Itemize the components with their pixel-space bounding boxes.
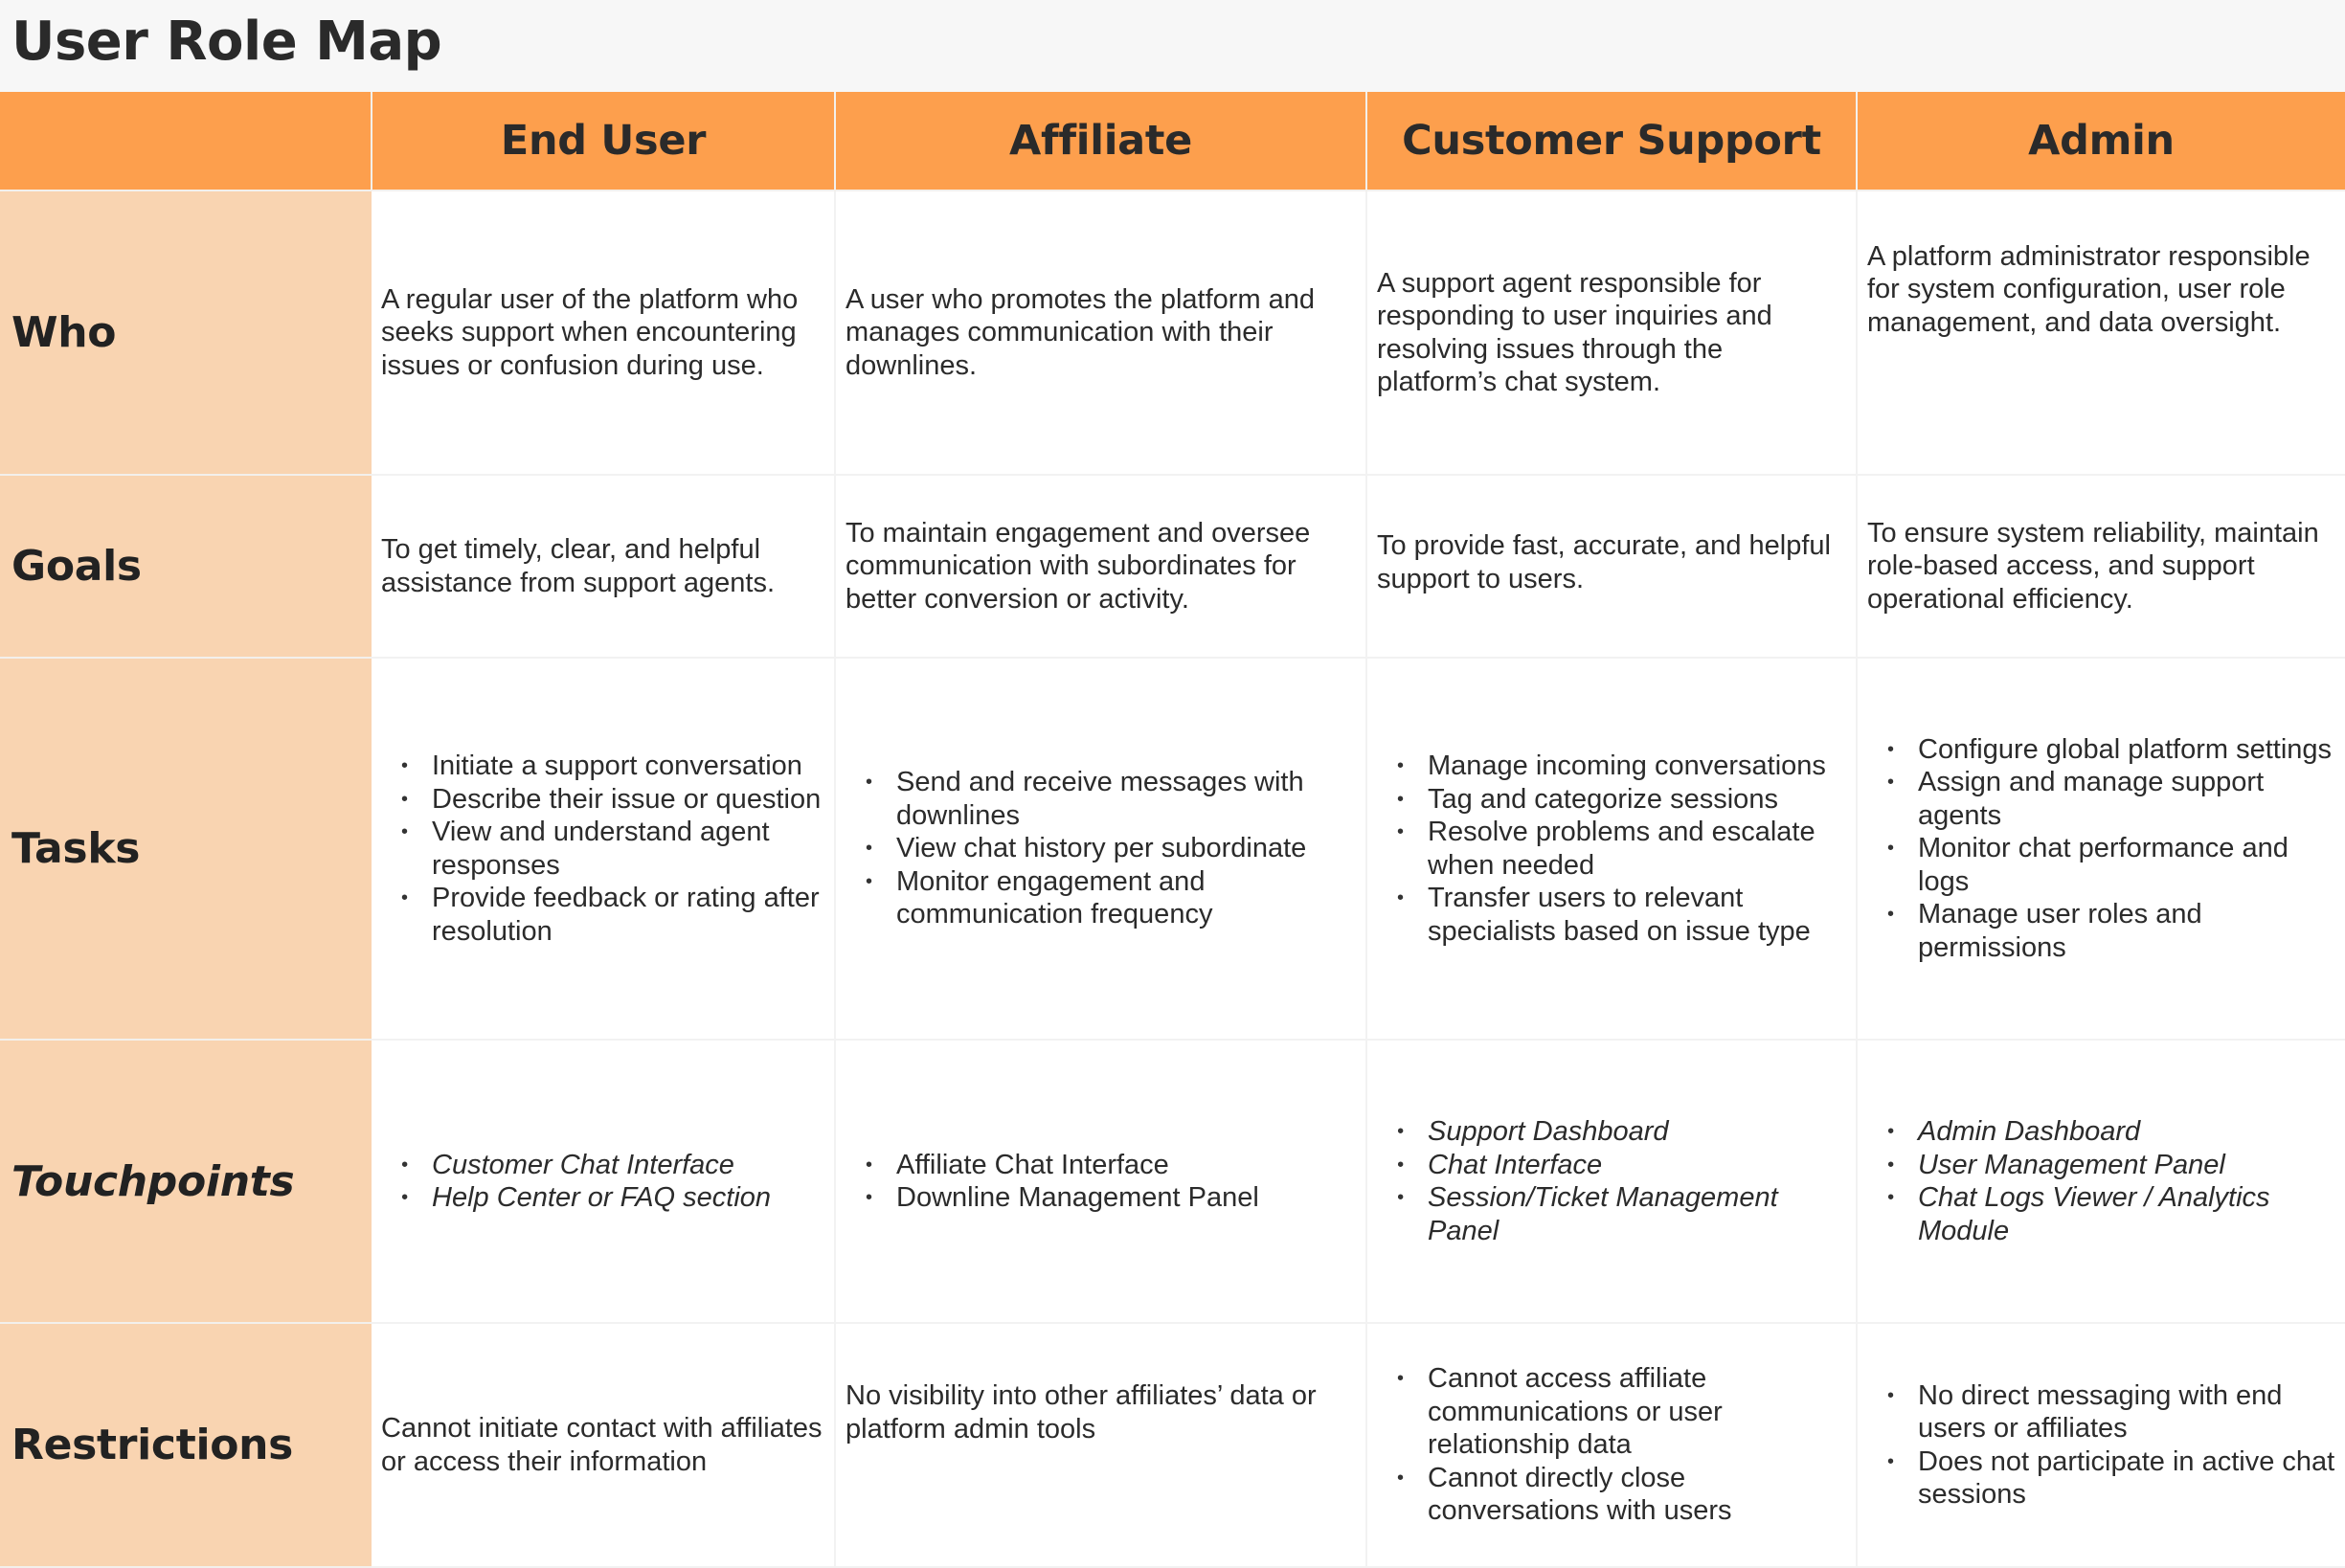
list-item: • Cannot directly close conversations with users xyxy=(1428,1462,1846,1528)
cell-touchpoints-customer-support xyxy=(1366,1040,1857,1323)
bullet-list xyxy=(1867,1115,2335,1247)
cell-text: A platform administrator responsible for system configuration, user role management, and data oversight. xyxy=(1867,240,2311,338)
cell-touchpoints-affiliate xyxy=(835,1040,1366,1323)
cell-text: Cannot initiate contact with affiliates or access their information xyxy=(381,1413,823,1477)
cell-restrictions-customer-support xyxy=(1366,1323,1857,1567)
list-item: • User Management Panel xyxy=(1918,1149,2335,1182)
bullet-list xyxy=(846,766,1356,931)
cell-who-end-user xyxy=(372,190,835,475)
row-restrictions xyxy=(0,1323,2345,1567)
list-item: • Admin Dashboard xyxy=(1918,1115,2335,1149)
list-item: • Help Center or FAQ section xyxy=(432,1181,824,1215)
cell-restrictions-admin xyxy=(1857,1323,2345,1567)
row-label-goals: Goals xyxy=(0,475,372,658)
row-who xyxy=(0,190,2345,475)
cell-who-affiliate xyxy=(835,190,1366,475)
cell-touchpoints-admin xyxy=(1857,1040,2345,1323)
cell-restrictions-affiliate xyxy=(835,1323,1366,1567)
cell-text: A regular user of the platform who seeks support when encountering issues or confusion during use. xyxy=(381,283,799,381)
cell-tasks-affiliate xyxy=(835,658,1366,1040)
cell-text: No visibility into other affiliates’ data or platform admin tools xyxy=(846,1380,1317,1445)
row-goals xyxy=(0,475,2345,658)
cell-text: A user who promotes the platform and manages communication with their downlines. xyxy=(846,283,1316,381)
list-item: • Monitor chat performance and logs xyxy=(1918,832,2335,898)
column-header-customer-support: Customer Support xyxy=(1366,92,1857,190)
list-item: • Provide feedback or rating after resolution xyxy=(432,882,824,948)
cell-goals-admin xyxy=(1857,475,2345,658)
list-item: • Send and receive messages with downlines xyxy=(896,766,1356,832)
cell-text: To ensure system reliability, maintain role-based access, and support operational efficiency. xyxy=(1867,517,2319,615)
list-item: • Configure global platform settings xyxy=(1918,733,2335,767)
cell-text: A support agent responsible for responding to user inquiries and resolving issues through the platform’s chat system. xyxy=(1377,267,1772,397)
cell-tasks-admin xyxy=(1857,658,2345,1040)
row-touchpoints xyxy=(0,1040,2345,1323)
column-header-admin: Admin xyxy=(1857,92,2345,190)
list-item: • Does not participate in active chat sessions xyxy=(1918,1445,2335,1512)
list-item: • Assign and manage support agents xyxy=(1918,766,2335,832)
list-item: • Downline Management Panel xyxy=(896,1181,1356,1215)
bullet-list xyxy=(1377,750,1846,948)
row-label-touchpoints: Touchpoints xyxy=(0,1040,372,1323)
cell-who-admin xyxy=(1857,190,2345,475)
cell-goals-affiliate xyxy=(835,475,1366,658)
cell-tasks-customer-support xyxy=(1366,658,1857,1040)
list-item: • Affiliate Chat Interface xyxy=(896,1149,1356,1182)
row-tasks xyxy=(0,658,2345,1040)
cell-text: To provide fast, accurate, and helpful support to users. xyxy=(1377,530,1831,594)
header-row xyxy=(0,92,2345,190)
row-label-restrictions: Restrictions xyxy=(0,1323,372,1567)
list-item: • Initiate a support conversation xyxy=(432,750,824,783)
bullet-list xyxy=(1377,1362,1846,1528)
column-header-affiliate: Affiliate xyxy=(835,92,1366,190)
bullet-list xyxy=(846,1149,1356,1215)
list-item: • No direct messaging with end users or affiliates xyxy=(1918,1379,2335,1445)
role-map-table xyxy=(0,92,2345,1568)
bullet-list xyxy=(1377,1115,1846,1247)
header-corner xyxy=(0,92,372,190)
column-header-end-user: End User xyxy=(372,92,835,190)
bullet-list xyxy=(1867,1379,2335,1512)
list-item: • Manage user roles and permissions xyxy=(1918,898,2335,964)
list-item: • Support Dashboard xyxy=(1428,1115,1846,1149)
list-item: • View and understand agent responses xyxy=(432,816,824,882)
cell-restrictions-end-user xyxy=(372,1323,835,1567)
list-item: • Session/Ticket Management Panel xyxy=(1428,1181,1846,1247)
cell-text: To get timely, clear, and helpful assistance from support agents. xyxy=(381,534,776,598)
cell-text: To maintain engagement and oversee communication with subordinates for better conversion or activity. xyxy=(846,517,1311,615)
cell-touchpoints-end-user xyxy=(372,1040,835,1323)
bullet-list xyxy=(381,1149,824,1215)
row-label-who: Who xyxy=(0,190,372,475)
list-item: • Tag and categorize sessions xyxy=(1428,783,1846,817)
list-item: • Cannot access affiliate communications or user relationship data xyxy=(1428,1362,1846,1462)
bullet-list xyxy=(381,750,824,948)
cell-tasks-end-user xyxy=(372,658,835,1040)
bullet-list xyxy=(1867,733,2335,965)
list-item: • Resolve problems and escalate when needed xyxy=(1428,816,1846,882)
list-item: • Chat Logs Viewer / Analytics Module xyxy=(1918,1181,2335,1247)
page-title-bar xyxy=(0,0,2345,92)
row-label-tasks: Tasks xyxy=(0,658,372,1040)
list-item: • Monitor engagement and communication frequency xyxy=(896,865,1356,931)
cell-goals-end-user xyxy=(372,475,835,658)
list-item: • View chat history per subordinate xyxy=(896,832,1356,865)
list-item: • Chat Interface xyxy=(1428,1149,1846,1182)
list-item: • Transfer users to relevant specialists based on issue type xyxy=(1428,882,1846,948)
list-item: • Manage incoming conversations xyxy=(1428,750,1846,783)
cell-goals-customer-support xyxy=(1366,475,1857,658)
list-item: • Describe their issue or question xyxy=(432,783,824,817)
list-item: • Customer Chat Interface xyxy=(432,1149,824,1182)
page-title: User Role Map xyxy=(11,11,442,73)
cell-who-customer-support xyxy=(1366,190,1857,475)
